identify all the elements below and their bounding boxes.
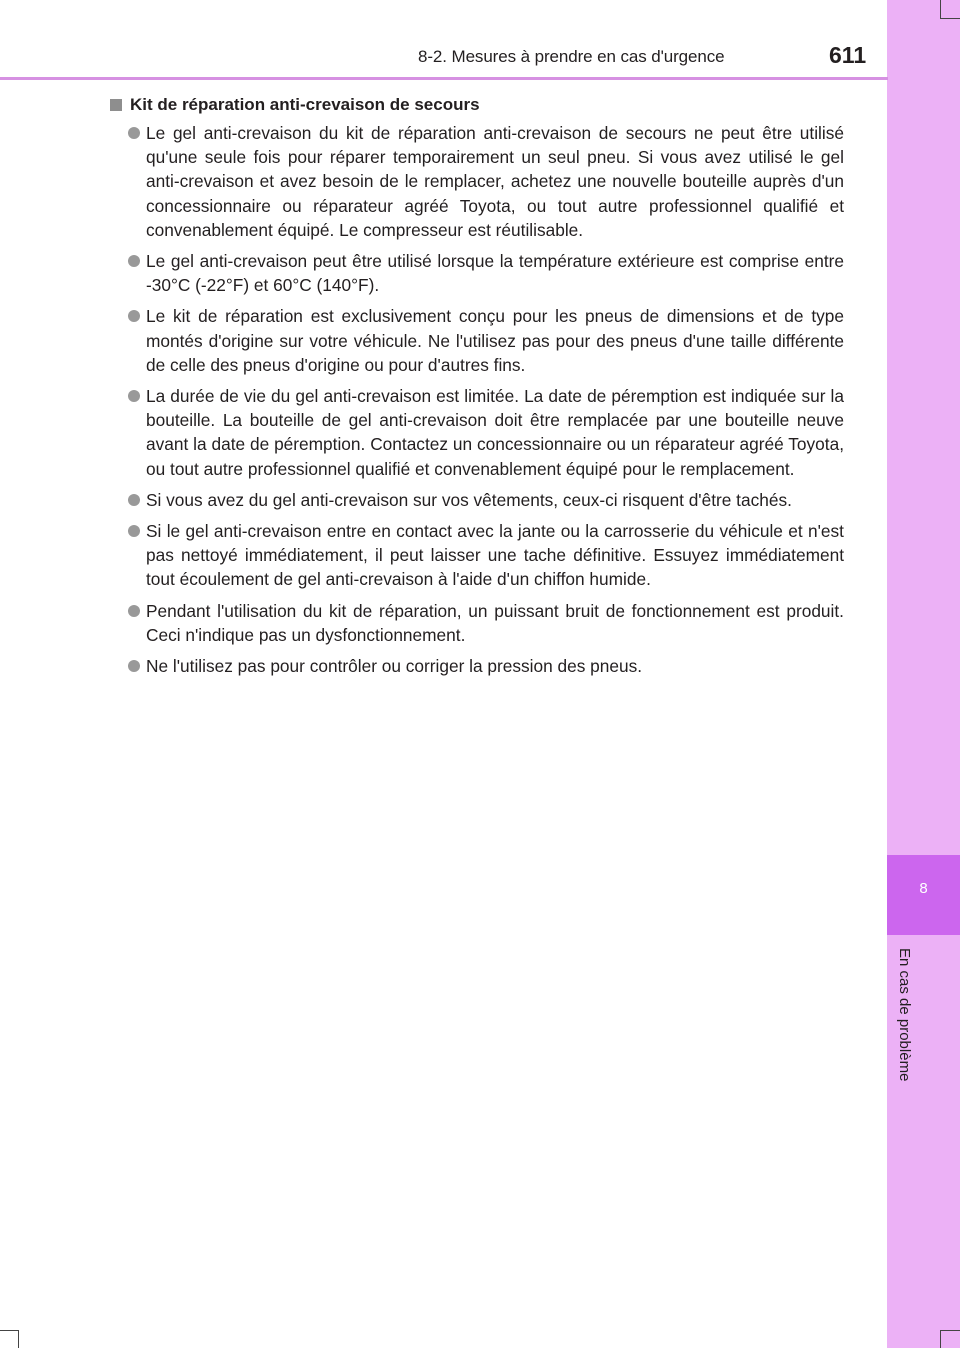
circle-bullet-icon	[128, 390, 140, 402]
bullet-list	[108, 121, 844, 678]
circle-bullet-icon	[128, 255, 140, 267]
page-number: 611	[829, 42, 867, 68]
crop-mark	[940, 1330, 941, 1348]
header-rule	[0, 77, 888, 80]
chapter-title: En cas de problème	[896, 948, 913, 1082]
section-heading-text: Kit de réparation anti-crevaison de secours	[130, 95, 480, 114]
list-item	[108, 249, 844, 297]
list-item	[108, 599, 844, 647]
list-item-text: Pendant l'utilisation du kit de réparation, un puissant bruit de fonctionnement est produit. Ceci n'indique pas un dysfonctionnement.	[146, 600, 844, 645]
section-heading	[108, 93, 844, 117]
chapter-side-tab	[887, 0, 960, 1348]
square-bullet-icon	[110, 99, 122, 111]
crop-mark	[0, 1330, 18, 1331]
list-item	[108, 519, 844, 592]
crop-mark	[940, 0, 941, 18]
circle-bullet-icon	[128, 525, 140, 537]
circle-bullet-icon	[128, 310, 140, 322]
list-item-text: Si vous avez du gel anti-crevaison sur vos vêtements, ceux-ci risquent d'être tachés.	[146, 489, 792, 510]
list-item-text: Ne l'utilisez pas pour contrôler ou corriger la pression des pneus.	[146, 656, 643, 677]
chapter-number: 8	[919, 880, 928, 897]
list-item	[108, 304, 844, 377]
crop-mark	[18, 1330, 19, 1348]
list-item-text: Le gel anti-crevaison peut être utilisé lorsque la température extérieure est comprise entre -30°C (-22°F) et 60°C (140°F).	[146, 251, 844, 296]
crop-mark	[940, 18, 960, 19]
list-item-text: Si le gel anti-crevaison entre en contact avec la jante ou la carrosserie du véhicule et n'est pas nettoyé immédiatement, il peut laisser une tache définitive. Essuyez immédiatement tout écoulement de gel anti-crevaison à l'aide d'un chiffon humide.	[146, 521, 844, 590]
circle-bullet-icon	[128, 127, 140, 139]
list-item-text: Le gel anti-crevaison du kit de réparation anti-crevaison de secours ne peut être utilisé qu'une seule fois pour réparer temporairement un seul pneu. Si vous avez utilisé le gel anti-crevaison et avez besoin de le remplacer, achetez une nouvelle bouteille auprès d'un concessionnaire ou réparateur agréé Toyota, ou tout autre professionnel qualifié et convenablement équipé. Le compresseur est réutilisable.	[146, 123, 844, 240]
list-item-text: Le kit de réparation est exclusivement conçu pour les pneus de dimensions et de type montés d'origine sur votre véhicule. Ne l'utilisez pas pour des pneus d'une taille différente de celle des pneus d'origine ou pour d'autres fins.	[146, 306, 844, 375]
list-item	[108, 488, 844, 512]
list-item	[108, 384, 844, 481]
list-item	[108, 654, 844, 678]
list-item-text: La durée de vie du gel anti-crevaison est limitée. La date de péremption est indiquée sur la bouteille. La bouteille de gel anti-crevaison doit être remplacée par une bouteille neuve avant la date de péremption. Contactez un concessionnaire ou un réparateur agréé Toyota, ou tout autre professionnel qualifié et convenablement équipé pour le remplacement.	[146, 386, 844, 479]
crop-mark	[940, 1330, 960, 1331]
list-item	[108, 121, 844, 242]
header-section-title: 8-2. Mesures à prendre en cas d'urgence	[418, 47, 725, 66]
main-content	[108, 93, 844, 685]
circle-bullet-icon	[128, 660, 140, 672]
circle-bullet-icon	[128, 494, 140, 506]
circle-bullet-icon	[128, 605, 140, 617]
